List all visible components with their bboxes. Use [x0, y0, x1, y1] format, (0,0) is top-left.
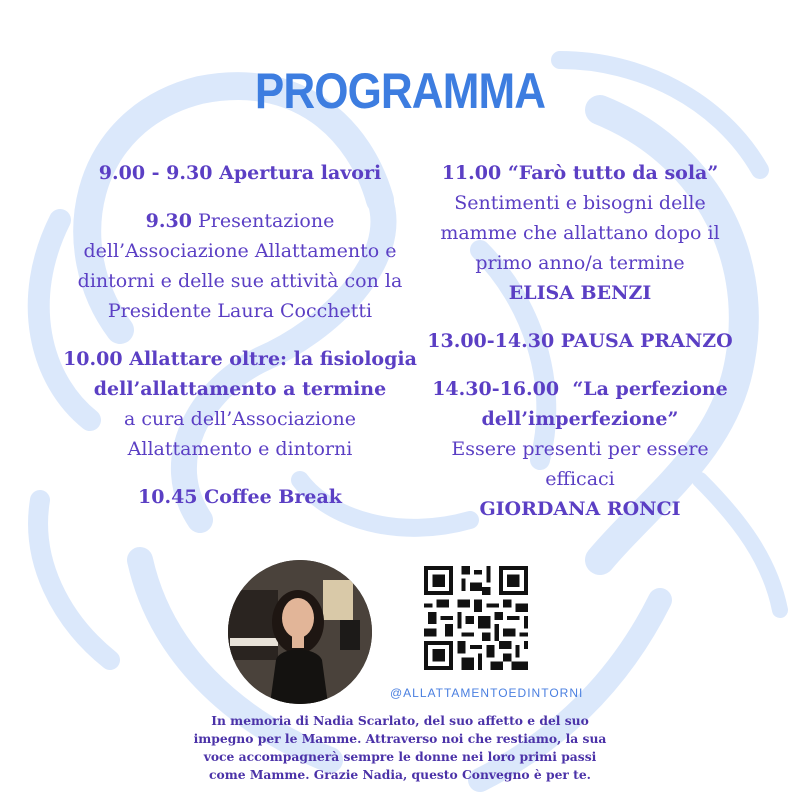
portrait-illustration	[228, 560, 372, 704]
schedule-item: 14.30-16.00 “La perfezione dell’imperfezione” Essere presenti per essere efficaci GIORDANA RONCI	[420, 374, 740, 524]
schedule-item: 9.30 Presentazione dell’Associazione Allattamento e dintorni e delle sue attività con la Presidente Laura Cocchetti	[77, 210, 403, 322]
schedule-item: 9.00 - 9.30 Apertura lavori	[98, 162, 382, 184]
schedule-item: 10.00 Allattare oltre: la fisiologia dell’allattamento a termine a cura dell’Associazione Allattamento e dintorni	[63, 348, 417, 460]
schedule-left-column	[55, 158, 425, 530]
portrait-photo	[228, 560, 372, 704]
memorial-text: In memoria di Nadia Scarlato, del suo affetto e del suo impegno per le Mamme. Attraverso noi che restiamo, la sua voce accompagnerà sempre le donne nei loro primi passi come Mamme. Grazie Nadia, questo Convegno è per te.	[193, 713, 607, 782]
schedule-item: 10.45 Coffee Break	[138, 486, 342, 508]
schedule-item: 11.00 “Farò tutto da sola” Sentimenti e bisogni delle mamme che allattano dopo il primo anno/a termine ELISA BENZI	[420, 158, 740, 308]
speaker-name: ELISA BENZI	[508, 282, 652, 304]
social-handle[interactable]: @ALLATTAMENTOEDINTORNI	[390, 686, 584, 700]
qr-code-icon[interactable]	[424, 566, 528, 670]
page-title: PROGRAMMA	[254, 63, 546, 119]
speaker-name: GIORDANA RONCI	[479, 498, 681, 520]
schedule-right-column	[420, 158, 740, 542]
schedule-item: 13.00-14.30 PAUSA PRANZO	[427, 330, 733, 352]
